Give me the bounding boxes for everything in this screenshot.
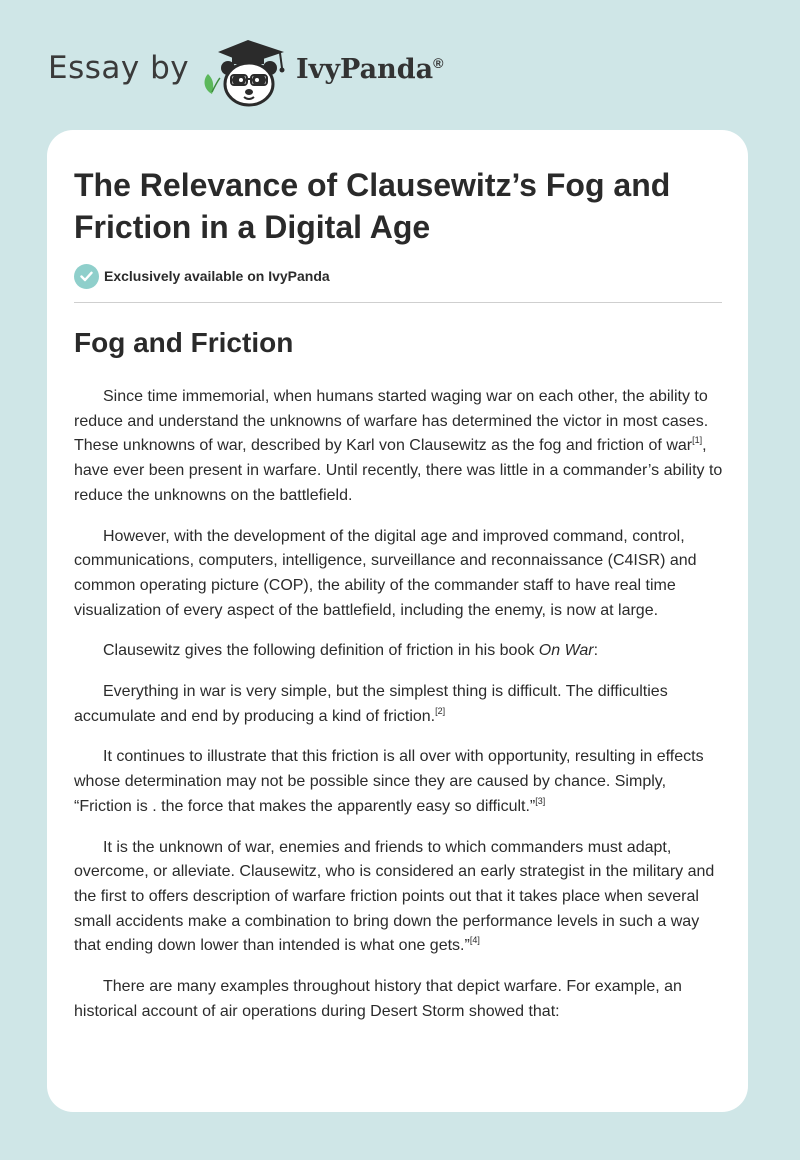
registered-mark: ® xyxy=(433,55,444,71)
exclusive-badge xyxy=(74,263,330,289)
paragraph-6-text: It is the unknown of war, enemies and friends to which commanders must adapt, overcome, or alleviate. Clausewitz, who is considered an early strategist in the military and the first to offers description of warfare friction points out that it takes place when several small accidents make a combination to bring down the performance levels in such a way that ending down lower than intended is what one gets.” xyxy=(74,838,715,955)
paragraph-5 xyxy=(74,745,728,819)
paragraph-3 xyxy=(74,639,728,664)
footnote-ref-2[interactable]: [2] xyxy=(435,705,446,716)
paragraph-4-text: Everything in war is very simple, but the simplest thing is difficult. The difficulties accumulate and end by producing a kind of friction. xyxy=(74,683,668,725)
paragraph-3-text-a: Clausewitz gives the following definition of friction in his book xyxy=(103,642,539,660)
paragraph-7: There are many examples throughout history that depict warfare. For example, an historical account of air operations during Desert Storm showed that: xyxy=(74,978,682,1020)
brand-text: IvyPanda xyxy=(296,54,434,85)
paragraph-3-text-b: : xyxy=(593,642,599,660)
paragraph-1-text-b: , have ever been present in warfare. Until recently, there was little in a commander’s ability to reduce the unknowns on the battlefield. xyxy=(74,437,723,504)
divider xyxy=(74,302,722,303)
paragraph-4 xyxy=(74,680,728,729)
essay-by-label: Essay by xyxy=(48,50,190,86)
paragraph-1 xyxy=(74,385,728,509)
paragraph-5-text: It continues to illustrate that this friction is all over with opportunity, resulting in effects whose determination may not be possible since they are caused by chance. Simply, “Friction is . the force that makes the apparently easy so difficult.” xyxy=(74,748,704,815)
paragraph-2: However, with the development of the digital age and improved command, control, communications, computers, intelligence, surveillance and reconnaissance (C4ISR) and common operating picture (COP), the ability of the commander staff to have real time visualization of every aspect of the battlefield, including the enemy, is now at large. xyxy=(74,527,697,619)
section-heading: Fog and Friction xyxy=(74,327,294,358)
check-icon xyxy=(74,264,99,289)
footnote-ref-1[interactable]: [1] xyxy=(692,435,703,446)
paragraph-6 xyxy=(74,836,728,960)
paragraph-1-text-a: Since time immemorial, when humans started waging war on each other, the ability to reduce and understand the unknowns of warfare has determined the victor in most cases. These unknowns of war, described by Karl von Clausewitz as the fog and friction of war xyxy=(74,388,709,455)
footnote-ref-4[interactable]: [4] xyxy=(469,935,480,946)
essay-card xyxy=(47,130,748,1112)
footnote-ref-3[interactable]: [3] xyxy=(535,795,546,806)
site-header xyxy=(0,0,800,130)
brand-name[interactable] xyxy=(296,54,443,85)
panda-logo-icon[interactable] xyxy=(198,34,294,110)
exclusive-badge-label: Exclusively available on IvyPanda xyxy=(104,268,330,284)
page-title: The Relevance of Clausewitz’s Fog and Friction in a Digital Age xyxy=(74,167,671,245)
book-title: On War xyxy=(538,642,594,660)
article-body xyxy=(74,385,728,1040)
